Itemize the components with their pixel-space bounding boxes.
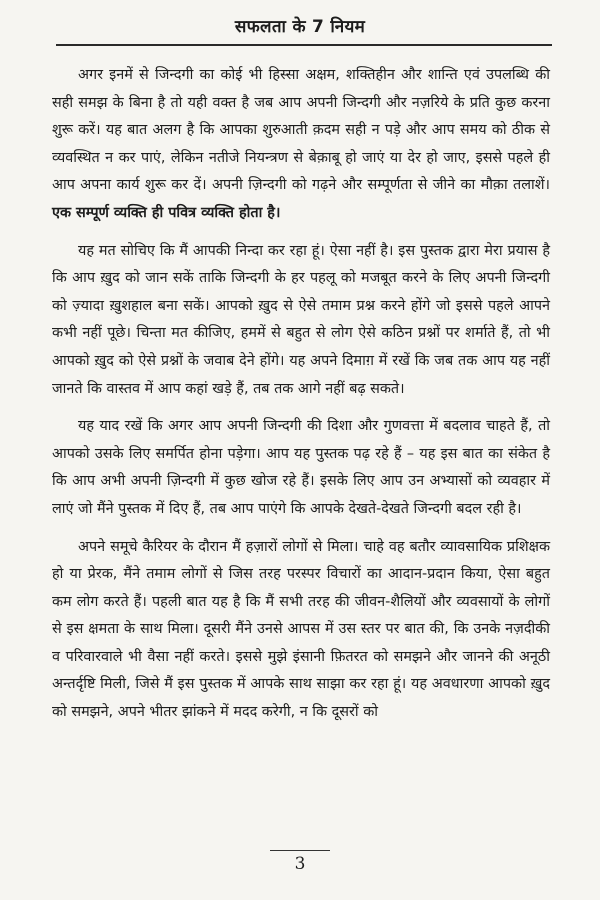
running-header: सफलता के 7 नियम xyxy=(234,17,366,37)
paragraph-3 xyxy=(52,413,550,523)
paragraph-1-bold-sentence: एक सम्पूर्ण व्यक्ति ही पवित्र व्यक्ति होता है। xyxy=(52,204,281,221)
paragraph-1-text: अगर इनमें से जिन्दगी का कोई भी हिस्सा अक्षम, शक्तिहीन और शान्ति एवं उपलब्धि की सही समझ के बिना है तो यही वक्त है जब आप अपनी जिन्दगी और नज़रिये के प्रति कुछ करना शुरू करें। यह बात अलग है कि आपका शुरुआती क़दम सही न पड़े और आप समय को ठीक से व्यवस्थित न कर पाएं, लेकिन नतीजे नियन्त्रण से बेक़ाबू हो जाएं या देर हो जाए, इससे पहले ही आप अपना कार्य शुरू कर दें। अपनी ज़िन्दगी को गढ़ने और सम्पूर्णता से जीने का मौक़ा तलाशें। xyxy=(52,67,550,194)
footer-rule xyxy=(270,850,330,851)
header-rule xyxy=(56,44,552,46)
page-number: 3 xyxy=(294,854,306,874)
paragraph-3-text: यह याद रखें कि अगर आप अपनी जिन्दगी की दिशा और गुणवत्ता में बदलाव चाहते हैं, तो आपको उसके लिए समर्पित होना पड़ेगा। आप यह पुस्तक पढ़ रहे हैं – यह इस बात का संकेत है कि आप अभी अपनी ज़िन्दगी में कुछ खोज रहे हैं। इसके लिए आप उन अभ्यासों को व्यवहार में लाएं जो मैंने पुस्तक में दिए हैं, तब आप पाएंगे कि आपके देखते-देखते जिन्दगी बदल रही है। xyxy=(52,418,550,517)
paragraph-1 xyxy=(52,62,550,228)
paragraph-2-text: यह मत सोचिए कि मैं आपकी निन्दा कर रहा हूं। ऐसा नहीं है। इस पुस्तक द्वारा मेरा प्रयास है कि आप ख़ुद को जान सकें ताकि जिन्दगी के हर पहलू को मजबूत करने के लिए अपनी जिन्दगी को ज़्यादा ख़ुशहाल बना सकें। आपको ख़ुद से ऐसे तमाम प्रश्न करने होंगे जो इससे पहले आपने कभी नहीं पूछे। चिन्ता मत कीजिए, हममें से बहुत से लोग ऐसे कठिन प्रश्नों पर शर्माते हैं, तो भी आपको ख़ुद को ऐसे प्रश्नों के जवाब देने होंगे। यह अपने दिमाग़ में रखें कि जब तक आप यह नहीं जानते कि वास्तव में आप कहां खड़े हैं, तब तक आगे नहीं बढ़ सकते। xyxy=(52,242,550,397)
body-text xyxy=(52,62,550,737)
paragraph-2 xyxy=(52,238,550,404)
paragraph-4-text: अपने समूचे कैरियर के दौरान मैं हज़ारों लोगों से मिला। चाहे वह बतौर व्यावसायिक प्रशिक्षक हो या प्रेरक, मैंने तमाम लोगों से जिस तरह परस्पर विचारों का आदान-प्रदान किया, ऐसा बहुत कम लोग करते हैं। पहली बात यह है कि मैं सभी तरह की जीवन-शैलियों और व्यवसायों के लोगों से इस क्षमता के साथ मिला। दूसरी मैंने उनसे आपस में उस स्तर पर बात की, कि उनके नज़दीकी व परिवारवाले भी वैसा नहीं करते। इससे मुझे इंसानी फ़ितरत को समझने और जानने की अनूठी अन्तर्दृष्टि मिली, जिसे मैं इस पुस्तक में आपके साथ साझा कर रहा हूं। यह अवधारणा आपको ख़ुद को समझने, अपने भीतर झांकने में मदद करेगी, न कि दूसरों को xyxy=(52,538,550,721)
paragraph-4 xyxy=(52,534,550,727)
